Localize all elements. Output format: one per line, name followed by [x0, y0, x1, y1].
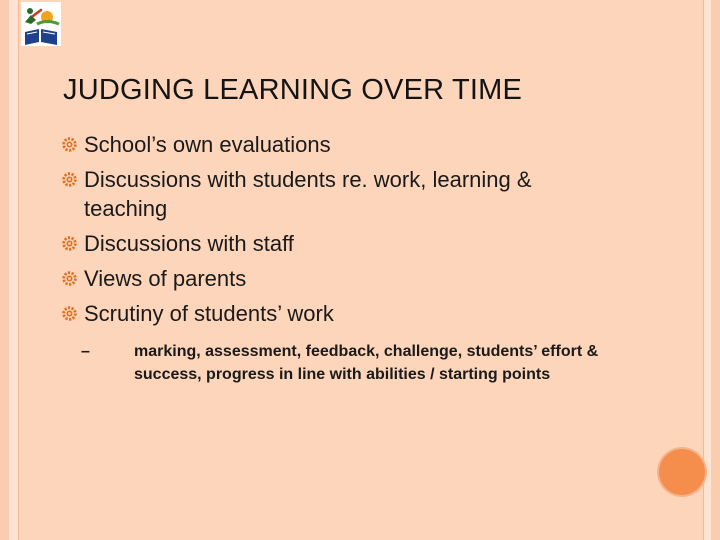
bullet-item — [59, 299, 619, 328]
slide — [18, 0, 704, 540]
bullet-text: Views of parents — [84, 266, 247, 291]
bullet-item — [59, 165, 619, 223]
bullet-text: School’s own evaluations — [84, 132, 331, 157]
bullet-item — [59, 264, 619, 293]
slide-title: JUDGING LEARNING OVER TIME — [63, 74, 523, 106]
school-logo-icon — [21, 2, 61, 46]
sub-bullet-text: marking, assessment, feedback, challenge, students’ effort & success, progress in line with abilities / starting points — [134, 343, 599, 383]
bullet-item — [59, 130, 619, 159]
gear-bullet-icon — [62, 172, 77, 187]
gear-bullet-icon — [62, 236, 77, 251]
gear-bullet-icon — [62, 271, 77, 286]
bullet-text: Discussions with staff — [84, 231, 294, 256]
bullet-item — [59, 229, 619, 258]
bullet-list — [59, 130, 619, 334]
gear-bullet-icon — [62, 306, 77, 321]
bullet-text: Scrutiny of students’ work — [84, 301, 334, 326]
gear-bullet-icon — [62, 137, 77, 152]
decorative-circle — [659, 449, 705, 495]
sub-bullet-marker: – — [81, 343, 90, 360]
bullet-text: Discussions with students re. work, learning & teaching — [84, 167, 532, 221]
